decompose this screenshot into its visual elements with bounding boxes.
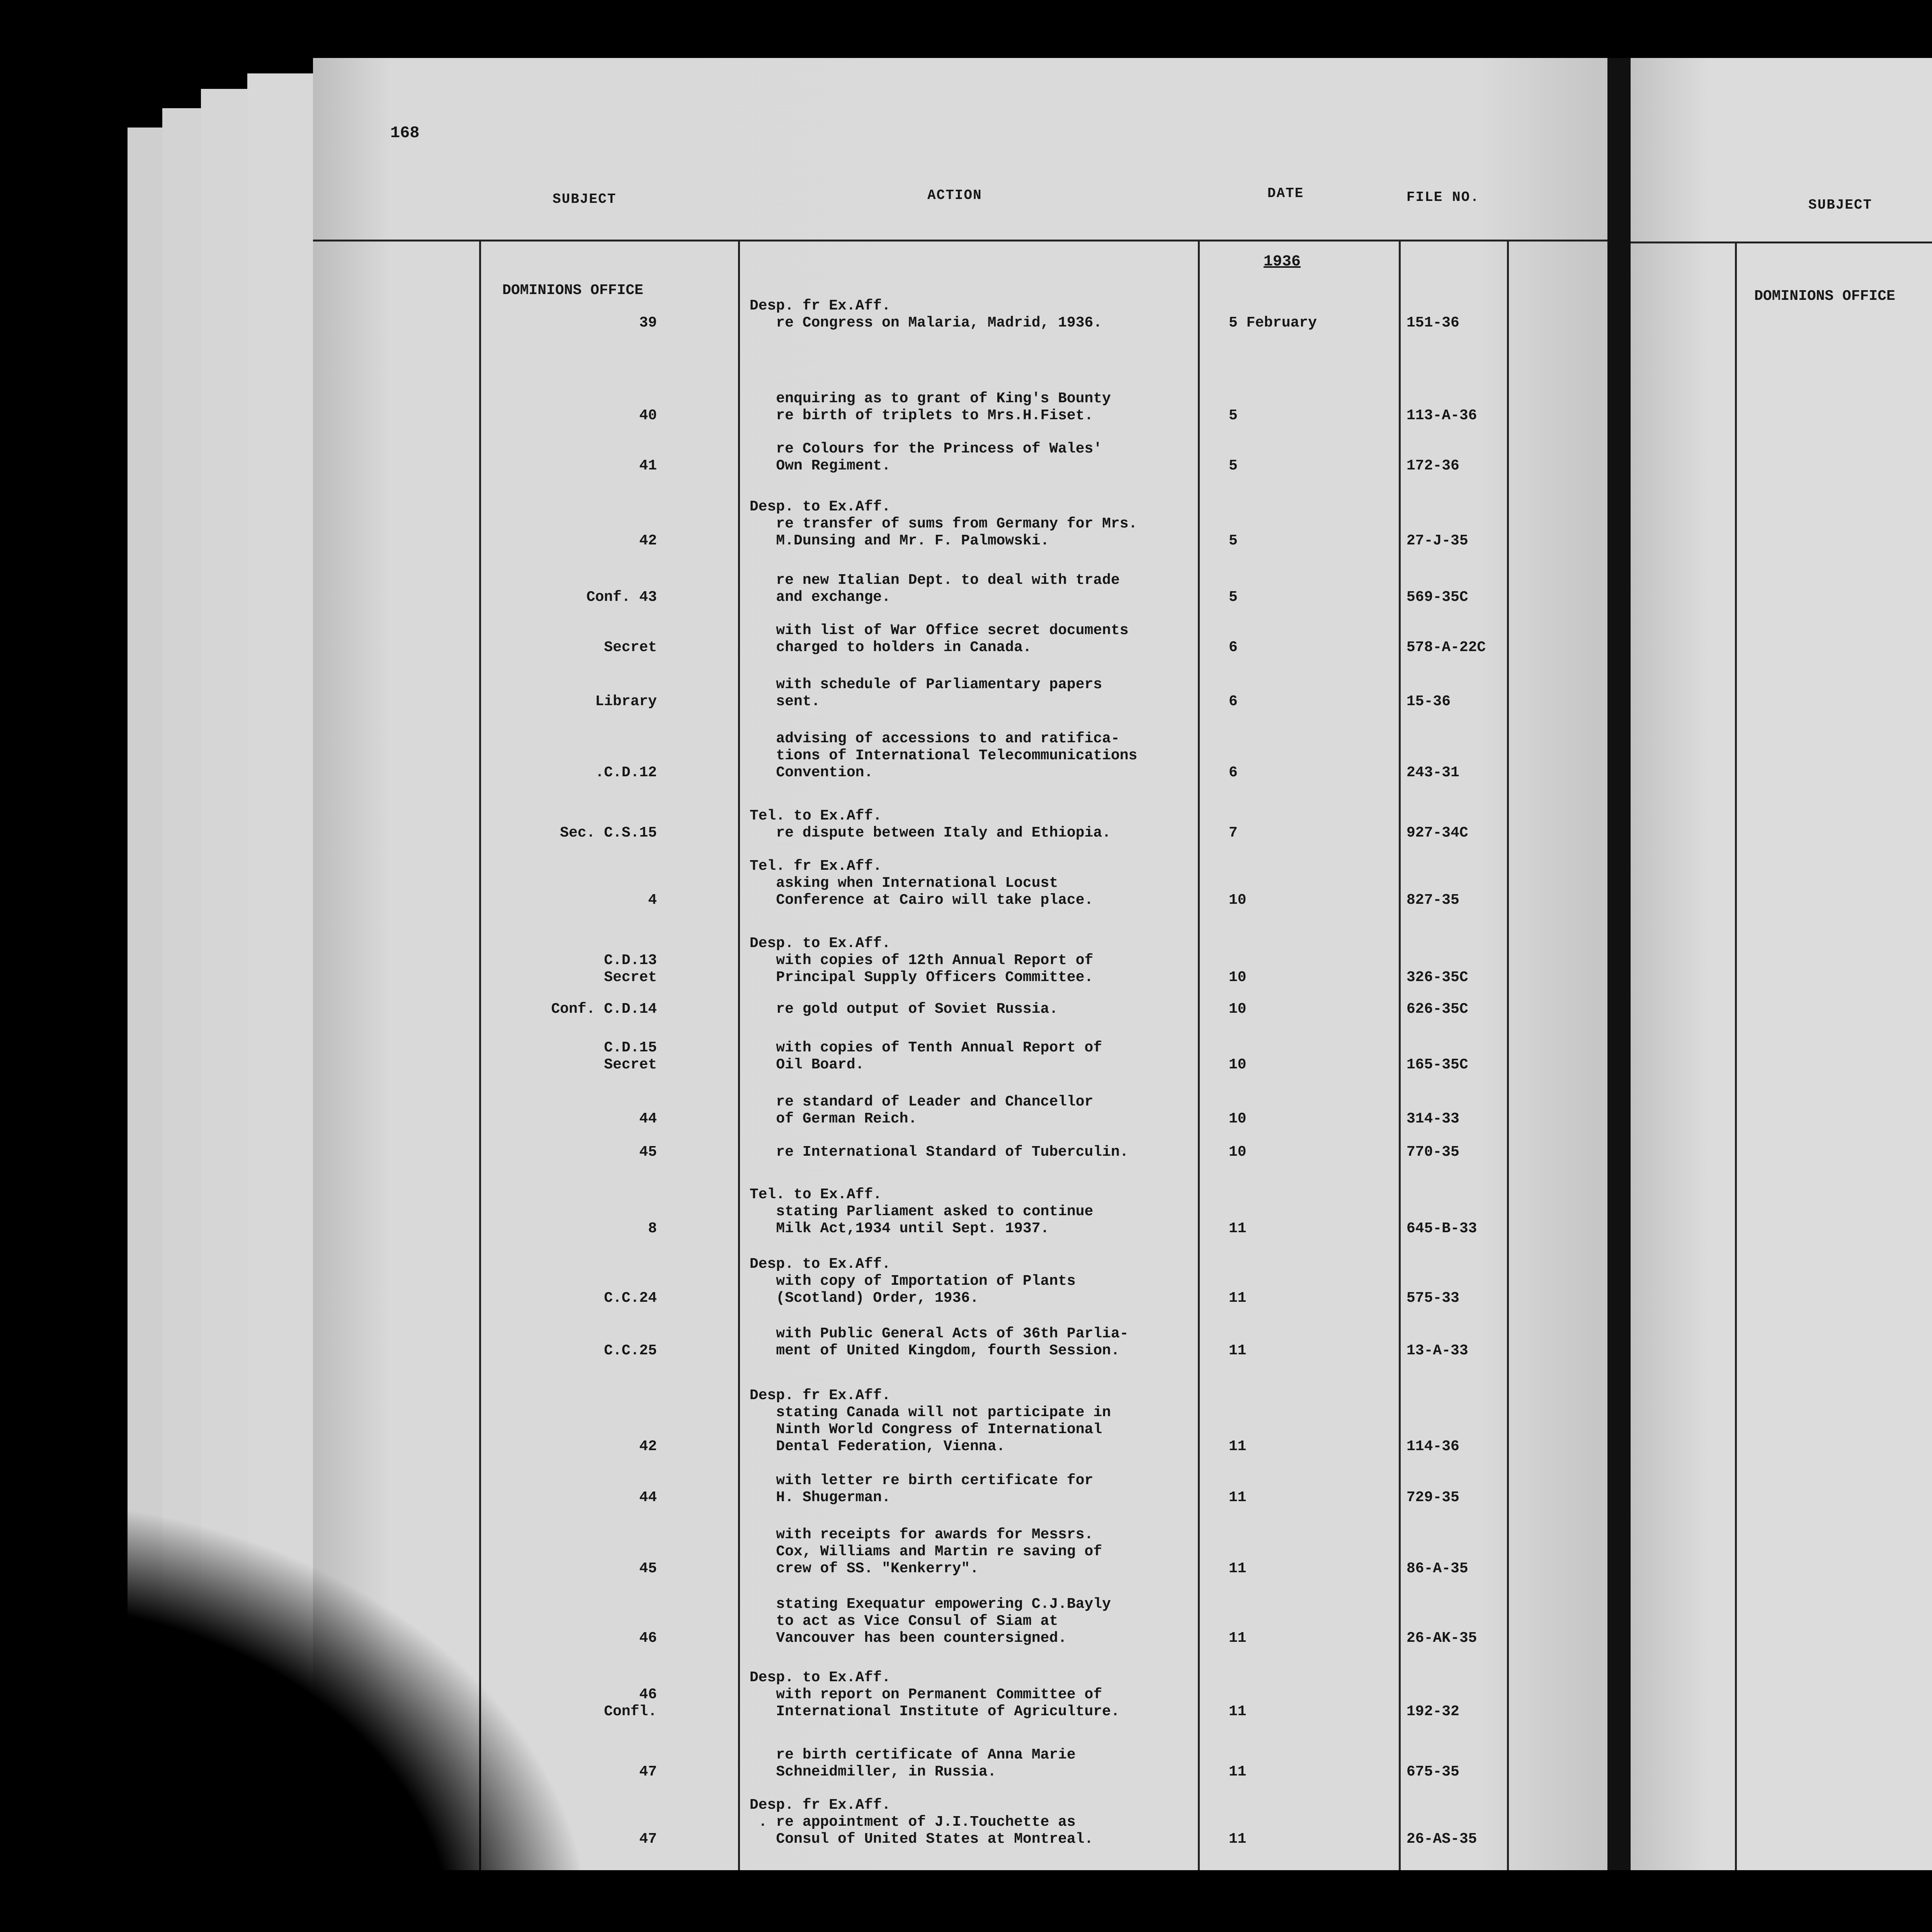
entry-action: re gold output of Soviet Russia. [750, 1001, 1058, 1017]
year-heading: 1936 [1264, 253, 1301, 270]
header-action: ACTION [927, 187, 982, 203]
entry-subject [1677, 590, 1932, 607]
entry-action: with schedule of Parliamentary papers sent. [776, 676, 1102, 710]
entry-date: 11 [1229, 1290, 1247, 1306]
entry-file-no: 13-A-33 [1406, 1342, 1468, 1359]
office-heading: DOMINIONS OFFICE [502, 282, 643, 299]
entry-date: 10 [1229, 1001, 1247, 1017]
entry-action: Tel. to Ex.Aff. stating Parliament asked to continue Milk Act,1934 until Sept. 1937. [750, 1186, 1094, 1237]
entry-action: re International Standard of Tuberculin. [750, 1144, 1129, 1160]
entry-subject [1677, 1713, 1932, 1730]
header-subject: SUBJECT [553, 191, 617, 207]
entry-action: advising of accessions to and ratifica- tions of International Telecommunications Convention. [776, 730, 1138, 781]
entry-action: with copies of Tenth Annual Report of Oil Board. [776, 1039, 1102, 1073]
entry-action: with receipts for awards for Messrs. Cox, Williams and Martin re saving of crew of SS. "Kenkerry". [776, 1526, 1102, 1577]
entry-action: re Colours for the Princess of Wales' Own Regiment. [776, 440, 1102, 474]
entry-subject [1677, 508, 1932, 525]
entry-date: 11 [1229, 1764, 1247, 1780]
entry-date: 11 [1229, 1438, 1247, 1455]
column-rule [1507, 240, 1509, 1870]
header-date: DATE [1267, 185, 1304, 201]
entry-date: 11 [1229, 1831, 1247, 1847]
entry-subject [1677, 1621, 1932, 1638]
entry-subject [1677, 1100, 1932, 1117]
entry-file-no: 314-33 [1406, 1111, 1459, 1127]
entry-file-no: 26-AS-35 [1406, 1831, 1477, 1847]
entry-subject: 44 [639, 1111, 657, 1127]
header-rule [313, 240, 1607, 242]
entry-subject: 8 [648, 1220, 657, 1237]
entry-subject: Library [595, 693, 657, 710]
entry-file-no: 575-33 [1406, 1290, 1459, 1306]
entry-file-no: 15-36 [1406, 693, 1451, 710]
entry-action: Desp. fr Ex.Aff. . re appointment of J.I.Touchette as Consul of United States at Montreal. [750, 1797, 1094, 1847]
entry-file-no: 114-36 [1406, 1438, 1459, 1455]
entry-action: Desp. to Ex.Aff. with report on Permanent Committee of International Institute of Agriculture. [750, 1669, 1120, 1720]
entry-action: with Public General Acts of 36th Parlia- ment of United Kingdom, fourth Session. [776, 1325, 1129, 1359]
entry-date: 11 [1229, 1630, 1247, 1646]
hand-shadow [0, 1507, 580, 1932]
entry-subject [1677, 389, 1932, 406]
entry-subject: 39 [639, 315, 657, 331]
entry-subject: 47 [639, 1764, 657, 1780]
entry-subject: 4 [648, 892, 657, 908]
entry-action: re new Italian Dept. to deal with trade and exchange. [776, 572, 1120, 605]
entry-date: 5 [1229, 457, 1238, 474]
entry-subject: C.C.25 [604, 1342, 657, 1359]
entry-action: with list of War Office secret documents charged to holders in Canada. [776, 622, 1129, 656]
entry-subject [1677, 626, 1932, 660]
entry-date: 5 [1229, 589, 1238, 605]
entry-subject: 47 [639, 1831, 657, 1847]
entry-action: Desp. fr Ex.Aff. re Congress on Malaria, Madrid, 1936. [750, 298, 1102, 331]
entry-date: 6 [1229, 764, 1238, 781]
entry-subject [1677, 781, 1932, 798]
entry-subject: Conf. 43 [586, 589, 657, 605]
book-gutter [1607, 58, 1631, 1870]
entry-action: Tel. to Ex.Aff. re dispute between Italy and Ethiopia. [750, 808, 1111, 841]
entry-subject [1677, 1570, 1932, 1587]
entry-date: 11 [1229, 1560, 1247, 1577]
entry-subject: C.D.15 Secret [604, 1039, 657, 1073]
entry-date: 10 [1229, 1144, 1247, 1160]
entry-subject [1677, 977, 1932, 994]
entry-action: re birth certificate of Anna Marie Schneidmiller, in Russia. [776, 1747, 1076, 1780]
entry-date: 10 [1229, 969, 1247, 986]
header-rule [1631, 242, 1932, 243]
entry-subject: C.C.24 [604, 1290, 657, 1306]
column-rule [1198, 240, 1200, 1870]
entry-subject: 46 [639, 1630, 657, 1646]
entry-date: 6 [1229, 693, 1238, 710]
entry-subject: 40 [639, 407, 657, 424]
entry-subject: .C.D.12 [595, 764, 657, 781]
right-ledger-page [1631, 58, 1932, 1870]
entry-subject [1677, 1747, 1932, 1764]
entry-action: Desp. to Ex.Aff. with copies of 12th Annual Report of Principal Supply Officers Committee. [750, 935, 1094, 986]
office-heading: DOMINIONS OFFICE [1754, 288, 1895, 304]
entry-subject [1677, 1240, 1932, 1257]
entry-action: re standard of Leader and Chancellor of German Reich. [776, 1094, 1094, 1127]
entry-subject: Sec. C.S.15 [560, 825, 657, 841]
entry-action: enquiring as to grant of King's Bounty re birth of triplets to Mrs.H.Fiset. [776, 390, 1111, 424]
entry-file-no: 569-35C [1406, 589, 1468, 605]
entry-file-no: 26-AK-35 [1406, 1630, 1477, 1646]
entry-date: 10 [1229, 892, 1247, 908]
column-rule [1399, 240, 1401, 1870]
entry-action: stating Exequatur empowering C.J.Bayly to act as Vice Consul of Siam at Vancouver has been countersigned. [776, 1596, 1111, 1646]
entry-action: Desp. to Ex.Aff. re transfer of sums from Germany for Mrs. M.Dunsing and Mr. F. Palmowski. [750, 498, 1138, 549]
entry-date: 5 February [1229, 315, 1317, 331]
entry-subject: 45 [639, 1144, 657, 1160]
entry-file-no: 729-35 [1406, 1489, 1459, 1506]
entry-date: 5 [1229, 407, 1238, 424]
entry-action: with letter re birth certificate for H. Shugerman. [776, 1472, 1094, 1506]
entry-date: 5 [1229, 532, 1238, 549]
entry-date: 11 [1229, 1489, 1247, 1506]
entry-date: 11 [1229, 1703, 1247, 1720]
entry-subject: 41 [639, 457, 657, 474]
entry-subject [1677, 1404, 1932, 1421]
entry-action: Desp. to Ex.Aff. with copy of Importation of Plants (Scotland) Order, 1936. [750, 1256, 1076, 1306]
entry-file-no: 192-32 [1406, 1703, 1459, 1720]
entry-subject: Conf. C.D.14 [551, 1001, 657, 1017]
entry-file-no: 675-35 [1406, 1764, 1459, 1780]
entry-subject [1677, 917, 1932, 934]
entry-date: 10 [1229, 1111, 1247, 1127]
entry-subject: C.D.13 Secret [604, 952, 657, 986]
entry-file-no: 927-34C [1406, 825, 1468, 841]
entry-file-no: 172-36 [1406, 457, 1459, 474]
entry-date: 7 [1229, 825, 1238, 841]
entry-file-no: 86-A-35 [1406, 1560, 1468, 1577]
entry-file-no: 626-35C [1406, 1001, 1468, 1017]
entry-subject: Secret [604, 639, 657, 656]
entry-subject [1677, 1650, 1932, 1667]
entry-file-no: 770-35 [1406, 1144, 1459, 1160]
entry-subject [1677, 1522, 1932, 1539]
entry-date: 11 [1229, 1220, 1247, 1237]
entry-subject [1677, 1441, 1932, 1458]
entry-file-no: 578-A-22C [1406, 639, 1486, 656]
entry-file-no: 645-B-33 [1406, 1220, 1477, 1237]
header-file-no: FILE NO. [1406, 189, 1480, 205]
entry-subject: 46 Confl. [604, 1686, 657, 1720]
entry-date: 6 [1229, 639, 1238, 656]
entry-subject: 42 [639, 1438, 657, 1455]
entry-file-no: 113-A-36 [1406, 407, 1477, 424]
entry-file-no: 243-31 [1406, 764, 1459, 781]
entry-date: 11 [1229, 1342, 1247, 1359]
entry-subject: 42 [639, 532, 657, 549]
column-rule [738, 240, 740, 1870]
entry-file-no: 326-35C [1406, 969, 1468, 986]
header-subject: SUBJECT [1808, 197, 1872, 213]
entry-subject [1677, 1359, 1932, 1376]
entry-date: 10 [1229, 1056, 1247, 1073]
entry-action: Desp. fr Ex.Aff. stating Canada will not participate in Ninth World Congress of International Dental Federation, Vienna. [750, 1387, 1111, 1455]
page-number: 168 [390, 124, 420, 142]
entry-subject: 44 [639, 1489, 657, 1506]
entry-action: Tel. fr Ex.Aff. asking when International Locust Conference at Cairo will take place. [750, 858, 1094, 908]
entry-subject [1677, 1275, 1932, 1292]
entry-subject [1677, 876, 1932, 893]
entry-subject [1677, 697, 1932, 714]
entry-file-no: 827-35 [1406, 892, 1459, 908]
entry-subject [1677, 451, 1932, 468]
entry-subject [1677, 1014, 1932, 1031]
entry-file-no: 27-J-35 [1406, 532, 1468, 549]
entry-subject [1677, 1170, 1932, 1187]
entry-file-no: 151-36 [1406, 315, 1459, 331]
entry-subject [1677, 339, 1932, 356]
entry-file-no: 165-35C [1406, 1056, 1468, 1073]
entry-subject: 45 [639, 1560, 657, 1577]
